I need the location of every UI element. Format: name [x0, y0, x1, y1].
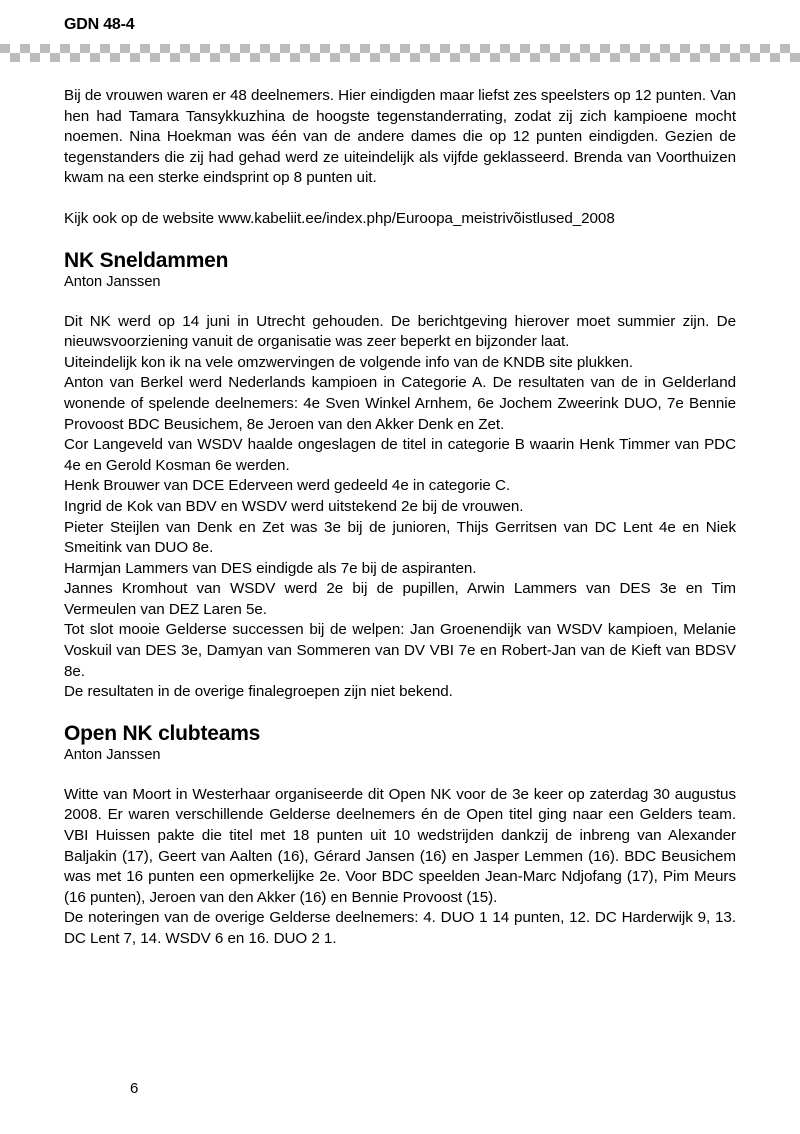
paragraph: Henk Brouwer van DCE Ederveen werd gedeeld 4e in categorie C.	[64, 477, 511, 495]
checkered-row-top	[0, 44, 800, 53]
section-spacer	[64, 230, 736, 248]
running-head: GDN 48-4	[64, 16, 135, 33]
section-spacer	[64, 703, 736, 721]
paragraph: Witte van Moort in Westerhaar organiseerde dit Open NK voor de 3e keer op zaterdag 30 augustus 2008. Er waren verschillende Gelderse deelnemers én de Open titel ging naar een Gelders team. VBI Huissen pakte die titel met 18 punten uit 10 wedstrijden dankzij de inbreng van Alexander Baljakin (17), Geert van Aalten (16), Gérard Jansen (16) en Jasper Lemmen (16). BDC Beusichem was met 16 punten een opmerkelijke 2e. Voor BDC speelden Jean-Marc Ndjofang (17), Pim Meurs (16 punten), Jeroen van den Akker (16) en Bennie Provoost (15).	[64, 785, 736, 906]
page-number: 6	[130, 1080, 139, 1097]
paragraph-spacer	[64, 765, 736, 785]
section-title-nk-sneldammen: NK Sneldammen	[64, 248, 229, 272]
paragraph: De noteringen van de overige Gelderse deelnemers: 4. DUO 1 14 punten, 12. DC Harderwijk 9, 13. DC Lent 7, 14. WSDV 6 en 16. DUO 2 1.	[64, 909, 736, 947]
checkered-row-bottom	[0, 53, 800, 62]
paragraph: Tot slot mooie Gelderse successen bij de welpen: Jan Groenendijk van WSDV kampioen, Melanie Voskuil van DES 3e, Damyan van Sommeren van DV VBI 7e en Robert-Jan van de Kieft van BDSV 8e.	[64, 621, 736, 680]
paragraph: Jannes Kromhout van WSDV werd 2e bij de pupillen, Arwin Lammers van DES 3e en Tim Vermeulen van DEZ Laren 5e.	[64, 580, 736, 618]
paragraph: Cor Langeveld van WSDV haalde ongeslagen de titel in categorie B waarin Henk Timmer van PDC 4e en Gerold Kosman 6e werden.	[64, 436, 736, 474]
paragraph: Ingrid de Kok van BDV en WSDV werd uitstekend 2e bij de vrouwen.	[64, 497, 524, 515]
intro-paragraph: Bij de vrouwen waren er 48 deelnemers. Hier eindigden maar liefst zes speelsters op 12 punten. Van hen had Tamara Tansykkuzhina de hoogste tegenstanderrating, zodat zij zich kampioene mocht noemen. Nina Hoekman was één van de andere dames die op 12 punten eindigden. Gezien de tegenstanders die zij had gehad werd ze uiteindelijk als vijfde geklasseerd. Brenda van Voorthuizen kwam na een sterke eindsprint op 8 punten uit.	[64, 87, 736, 187]
paragraph: De resultaten in de overige finalegroepen zijn niet bekend.	[64, 683, 453, 701]
checkered-divider	[0, 44, 800, 62]
paragraph: Pieter Steijlen van Denk en Zet was 3e bij de junioren, Thijs Gerritsen van DC Lent 4e en Niek Smeitink van DUO 8e.	[64, 518, 736, 557]
section-byline-open-nk-clubteams: Anton Janssen	[64, 746, 161, 763]
article-body	[64, 86, 736, 950]
website-reference-line: Kijk ook op de website www.kabeliit.ee/index.php/Euroopa_meistrivõistlused_2008	[64, 209, 615, 227]
paragraph: Harmjan Lammers van DES eindigde als 7e bij de aspiranten.	[64, 559, 477, 577]
section-byline-nk-sneldammen: Anton Janssen	[64, 273, 161, 290]
paragraph: Anton van Berkel werd Nederlands kampioen in Categorie A. De resultaten van de in Gelderland wonende of spelende deelnemers: 4e Sven Winkel Arnhem, 6e Jochem Zweerink DUO, 7e Bennie Provoost BDC Beusichem, 8e Jeroen van den Akker Denk en Zet.	[64, 374, 736, 433]
paragraph: Uiteindelijk kon ik na vele omzwervingen de volgende info van de KNDB site plukken.	[64, 353, 634, 371]
paragraph-spacer	[64, 189, 736, 209]
section-title-open-nk-clubteams: Open NK clubteams	[64, 721, 261, 745]
paragraph: Dit NK werd op 14 juni in Utrecht gehouden. De berichtgeving hierover moet summier zijn. De nieuwsvoorziening vanuit de organisatie was zeer beperkt en bijzonder laat.	[64, 312, 736, 351]
paragraph-spacer	[64, 292, 736, 312]
